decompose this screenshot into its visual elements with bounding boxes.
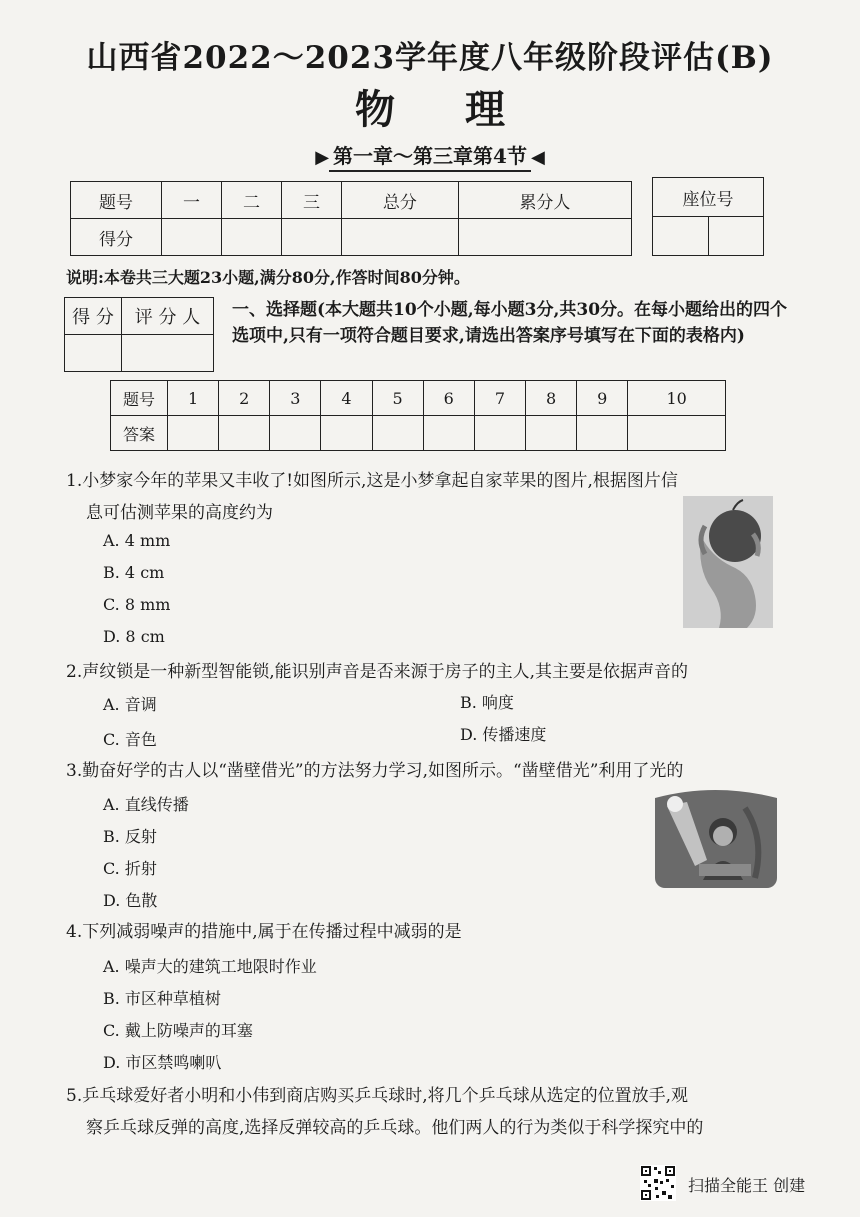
option-a: A. 音调 <box>103 695 157 714</box>
question-4 <box>66 916 776 948</box>
score-table <box>70 181 632 256</box>
scanner-watermark-text: 扫描全能王 创建 <box>688 1176 806 1195</box>
answer-number: 1 <box>168 381 219 416</box>
grader-score-label: 得 分 <box>65 298 122 335</box>
option-d: D. 色散 <box>103 891 158 910</box>
qr-code-icon <box>640 1165 676 1201</box>
option-b: B. 响度 <box>460 693 514 712</box>
scanner-footer <box>640 1165 840 1201</box>
question-2 <box>66 656 776 688</box>
answer-row-label: 答案 <box>111 416 168 451</box>
answer-cell[interactable] <box>270 416 321 451</box>
seat-cell[interactable] <box>653 217 709 256</box>
grader-table <box>64 297 214 372</box>
option-b: B. 市区种草植树 <box>103 989 221 1008</box>
option-a: A. 噪声大的建筑工地限时作业 <box>103 957 317 976</box>
section1-heading: 一、选择题(本大题共10个小题,每小题3分,共30分。在每小题给出的四个选项中,只有一项符合题目要求,请选出答案序号填写在下面的表格内) <box>232 300 788 346</box>
seat-cell[interactable] <box>708 217 764 256</box>
question-stem: 5.乒乓球爱好者小明和小伟到商店购买乒乓球时,将几个乒乓球从选定的位置放手,观 <box>66 1086 689 1106</box>
option-b: B. 4 cm <box>103 563 165 582</box>
answer-number: 9 <box>577 381 628 416</box>
answer-table <box>110 380 726 451</box>
answer-cell[interactable] <box>372 416 423 451</box>
score-row-label: 得分 <box>71 219 162 256</box>
answer-number: 2 <box>219 381 270 416</box>
question-5 <box>66 1080 776 1144</box>
answer-number: 3 <box>270 381 321 416</box>
score-header-cell: 总分 <box>342 182 459 219</box>
answer-number: 5 <box>372 381 423 416</box>
question-stem: 察乒乓球反弹的高度,选择反弹较高的乒乓球。他们两人的行为类似于科学探究中的 <box>86 1118 704 1138</box>
question-stem: 1.小梦家今年的苹果又丰收了!如图所示,这是小梦拿起自家苹果的图片,根据图片信 <box>66 471 678 491</box>
scholar-wall-light-image <box>655 788 777 888</box>
question-stem: 3.勤奋好学的古人以“凿壁借光”的方法努力学习,如图所示。“凿壁借光”利用了光的 <box>66 761 684 781</box>
question-1 <box>66 465 776 529</box>
option-b: B. 反射 <box>103 827 157 846</box>
answer-cell[interactable] <box>525 416 576 451</box>
answer-cell[interactable] <box>474 416 525 451</box>
score-header-cell: 一 <box>162 182 222 219</box>
answer-cell[interactable] <box>168 416 219 451</box>
grader-person-cell[interactable] <box>122 335 214 372</box>
range-mark-left: ▶ <box>315 147 330 168</box>
question-stem: 2.声纹锁是一种新型智能锁,能识别声音是否来源于房子的主人,其主要是依据声音的 <box>66 662 689 682</box>
answer-cell[interactable] <box>321 416 372 451</box>
answer-cell[interactable] <box>423 416 474 451</box>
question-3 <box>66 755 776 787</box>
option-c: C. 戴上防噪声的耳塞 <box>103 1021 253 1040</box>
score-header-cell: 题号 <box>71 182 162 219</box>
score-header-cell: 累分人 <box>458 182 631 219</box>
apple-hand-image <box>683 496 773 628</box>
option-d: D. 8 cm <box>103 627 165 646</box>
seat-table <box>652 177 764 256</box>
score-cell[interactable] <box>282 219 342 256</box>
subject-title: 物理 <box>355 86 575 133</box>
option-c: C. 折射 <box>103 859 157 878</box>
seat-label: 座位号 <box>653 178 764 217</box>
option-a: A. 直线传播 <box>103 795 189 814</box>
question-stem: 息可估测苹果的高度约为 <box>86 503 273 523</box>
exam-note: 说明:本卷共三大题23小题,满分80分,作答时间80分钟。 <box>66 268 470 287</box>
answer-cell[interactable] <box>628 416 726 451</box>
option-a: A. 4 mm <box>103 531 171 550</box>
option-c: C. 8 mm <box>103 595 171 614</box>
option-d: D. 传播速度 <box>460 725 547 744</box>
answer-row-label: 题号 <box>111 381 168 416</box>
score-cell[interactable] <box>222 219 282 256</box>
score-cell[interactable] <box>162 219 222 256</box>
exam-title: 山西省2022～2023学年度八年级阶段评估(B) <box>86 40 774 76</box>
chapter-range-text: 第一章～第三章第4节 <box>329 144 531 172</box>
score-header-cell: 三 <box>282 182 342 219</box>
answer-number: 7 <box>474 381 525 416</box>
answer-number: 8 <box>525 381 576 416</box>
option-c: C. 音色 <box>103 730 157 749</box>
score-cell[interactable] <box>458 219 631 256</box>
answer-number: 4 <box>321 381 372 416</box>
grader-person-label: 评 分 人 <box>122 298 214 335</box>
range-mark-right: ◀ <box>530 147 545 168</box>
grader-score-cell[interactable] <box>65 335 122 372</box>
answer-number: 6 <box>423 381 474 416</box>
chapter-range <box>0 140 860 169</box>
answer-cell[interactable] <box>577 416 628 451</box>
score-header-cell: 二 <box>222 182 282 219</box>
question-stem: 4.下列减弱噪声的措施中,属于在传播过程中减弱的是 <box>66 922 462 942</box>
option-d: D. 市区禁鸣喇叭 <box>103 1053 222 1072</box>
answer-cell[interactable] <box>219 416 270 451</box>
answer-number: 10 <box>628 381 726 416</box>
score-cell[interactable] <box>342 219 459 256</box>
